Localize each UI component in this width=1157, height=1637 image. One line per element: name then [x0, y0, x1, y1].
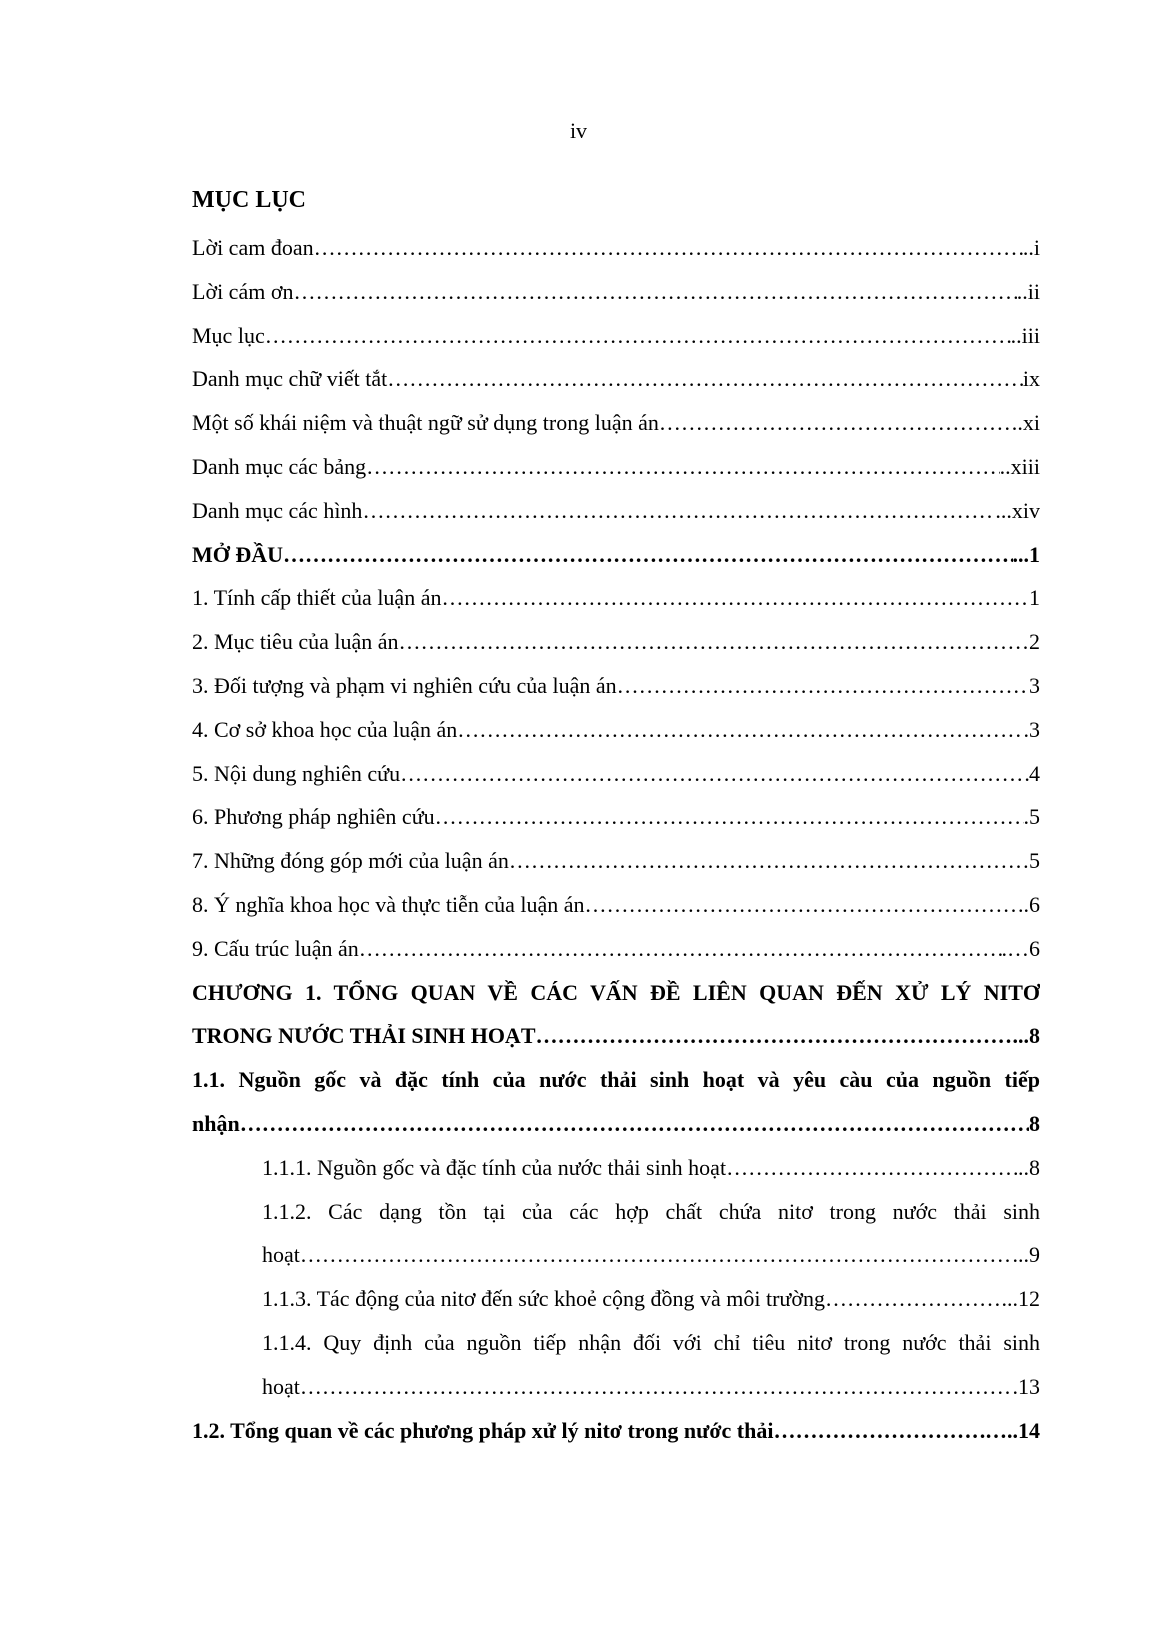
- toc-entry-page: …..14: [985, 1417, 1040, 1443]
- toc-entry-label: 1.1.3. Tác động của nitơ đến sức khoẻ cộng đồng và môi trường: [262, 1286, 825, 1312]
- dot-leader: [536, 1014, 1013, 1058]
- dot-leader: [300, 1233, 1013, 1277]
- toc-entry-page: ..6: [1018, 891, 1040, 917]
- toc-entry-page: ..iii: [1010, 322, 1040, 348]
- toc-entry-label: 3. Đối tượng và phạm vi nghiên cứu của luận án: [192, 672, 617, 698]
- toc-entry-label: 9. Cấu trúc luận án: [192, 935, 359, 961]
- toc-entry-chapter-1-line-1: [192, 971, 1040, 1015]
- toc-entry-label: Danh mục các hình: [192, 497, 363, 523]
- toc-entry-page: 5: [1029, 848, 1040, 874]
- toc-entry-page: ix: [1022, 366, 1040, 392]
- toc-entry-label: Một số khái niệm và thuật ngữ sử dụng trong luận án: [192, 410, 659, 436]
- toc-entry-chapter-1-line-2: [192, 1014, 1040, 1058]
- toc-entry-label: 1.1.1. Nguồn gốc và đặc tính của nước thải sinh hoạt: [262, 1154, 727, 1180]
- toc-entry-1-1-line-1: [192, 1058, 1040, 1102]
- toc-entry-label: Lời cam đoan: [192, 235, 314, 260]
- toc-entry-page: .xi: [1017, 410, 1040, 436]
- toc-entry-8: [192, 883, 1040, 927]
- dot-leader: [283, 533, 1012, 577]
- dot-leader: [773, 1409, 985, 1453]
- toc-entry-page: 8: [1029, 1110, 1040, 1136]
- toc-entry-label: 5. Nội dung nghiên cứu: [192, 760, 401, 786]
- toc-entry-page: ..ii: [1016, 278, 1040, 304]
- toc-entry-label: 1.1.4. Quy định của nguồn tiếp nhận đối với chỉ tiêu nitơ trong nước thải sinh: [262, 1329, 1040, 1355]
- toc-entry-label: 1. Tính cấp thiết của luận án: [192, 585, 442, 611]
- dot-leader: [509, 839, 1029, 883]
- dot-leader: [659, 401, 1018, 445]
- toc-entry-page: ..8: [1018, 1154, 1040, 1180]
- toc-entry-introduction: [192, 533, 1040, 577]
- toc-entry-3: [192, 664, 1040, 708]
- toc-entry-2: [192, 620, 1040, 664]
- toc-entry-page: 2: [1029, 629, 1040, 655]
- toc-title: MỤC LỤC: [192, 187, 306, 213]
- toc-entry-1-1-4-line-1: [192, 1321, 1040, 1365]
- toc-entry-label: Mục lục: [192, 322, 265, 348]
- toc-entry-label: 6. Phương pháp nghiên cứu: [192, 804, 435, 830]
- toc-entry-page: 1: [1029, 585, 1040, 611]
- toc-entry-1: [192, 576, 1040, 620]
- dot-leader: [314, 226, 1023, 270]
- toc-entry-label: 2. Mục tiêu của luận án: [192, 629, 399, 655]
- toc-entry-page: .13: [1012, 1373, 1040, 1399]
- toc-entry-page: ...8: [1012, 1023, 1040, 1049]
- toc-entry-label: hoạt: [262, 1373, 300, 1399]
- toc-entry-label: 1.1. Nguồn gốc và đặc tính của nước thải sinh hoạt và yêu càu của nguồn tiếp: [192, 1067, 1040, 1093]
- toc-entry-page: .3: [1023, 716, 1040, 742]
- toc-entry-label: 8. Ý nghĩa khoa học và thực tiễn của luận án: [192, 891, 585, 917]
- toc-entry-1-1-4-line-2: [192, 1365, 1040, 1409]
- dot-leader: [387, 357, 1023, 401]
- dot-leader: [399, 620, 1030, 664]
- dot-leader: [366, 445, 1000, 489]
- toc-entry-1-1-1: [192, 1146, 1040, 1190]
- dot-leader: [441, 576, 1029, 620]
- toc-entry-page: ...12: [1001, 1286, 1040, 1312]
- toc-entry-5: [192, 752, 1040, 796]
- toc-entry-page: .…6: [1001, 935, 1040, 961]
- dot-leader: [293, 270, 1016, 314]
- toc-entry-label: 4. Cơ sở khoa học của luận án: [192, 716, 458, 742]
- dot-leader: [400, 752, 1029, 796]
- dot-leader: [300, 1365, 1013, 1409]
- dot-leader: [240, 1102, 1029, 1146]
- toc-entry-label: CHƯƠNG 1. TỔNG QUAN VỀ CÁC VẤN ĐỀ LIÊN QUAN ĐẾN XỬ LÝ NITƠ: [192, 979, 1040, 1005]
- toc-entry-abbreviations: [192, 357, 1040, 401]
- toc-entry-label: Lời cám ơn: [192, 278, 294, 304]
- toc-entry-page: ..i: [1022, 235, 1040, 260]
- dot-leader: [265, 314, 1011, 358]
- dot-leader: [617, 664, 1029, 708]
- toc-list: [192, 226, 1040, 1452]
- toc-entry-page: 3: [1029, 672, 1040, 698]
- toc-entry-4: [192, 708, 1040, 752]
- toc-entry-loi-cam-on: [192, 270, 1040, 314]
- toc-entry-page: ...9: [1012, 1242, 1040, 1268]
- toc-entry-1-1-line-2: [192, 1102, 1040, 1146]
- toc-entry-page: ...1: [1012, 541, 1040, 567]
- toc-entry-page: .5: [1023, 804, 1040, 830]
- toc-entry-9: [192, 927, 1040, 971]
- dot-leader: [585, 883, 1018, 927]
- toc-entry-6: [192, 795, 1040, 839]
- toc-entry-label: hoạt: [262, 1242, 300, 1268]
- dot-leader: [362, 489, 995, 533]
- toc-entry-page: ..xiii: [999, 453, 1040, 479]
- toc-entry-label: 1.2. Tổng quan về các phương pháp xử lý nitơ trong nước thải: [192, 1417, 774, 1443]
- page-number: iv: [569, 118, 588, 143]
- toc-entry-label: 1.1.2. Các dạng tồn tại của các hợp chất chứa nitơ trong nước thải sinh: [262, 1198, 1040, 1224]
- toc-entry-page: 4: [1029, 760, 1040, 786]
- toc-entry-list-of-tables: [192, 445, 1040, 489]
- toc-entry-terminology: [192, 401, 1040, 445]
- toc-entry-muc-luc: [192, 314, 1040, 358]
- toc-entry-label: TRONG NƯỚC THẢI SINH HOẠT: [192, 1023, 536, 1049]
- toc-entry-list-of-figures: [192, 489, 1040, 533]
- toc-entry-1-1-3: [192, 1277, 1040, 1321]
- toc-entry-loi-cam-doan: [192, 226, 1040, 270]
- toc-entry-page: ...xiv: [995, 497, 1040, 523]
- dot-leader: [435, 795, 1024, 839]
- toc-entry-label: Danh mục các bảng: [192, 453, 367, 479]
- toc-entry-label: Danh mục chữ viết tắt: [192, 366, 388, 392]
- dot-leader: [359, 927, 1002, 971]
- toc-entry-label: 7. Những đóng góp mới của luận án: [192, 848, 509, 874]
- table-of-contents: [192, 182, 1040, 1452]
- dot-leader: [726, 1146, 1018, 1190]
- toc-entry-1-2: [192, 1409, 1040, 1453]
- toc-entry-1-1-2-line-1: [192, 1190, 1040, 1234]
- dot-leader: [457, 708, 1023, 752]
- toc-entry-1-1-2-line-2: [192, 1233, 1040, 1277]
- toc-entry-7: [192, 839, 1040, 883]
- toc-entry-label: nhận: [192, 1110, 240, 1136]
- dot-leader: [825, 1277, 1002, 1321]
- toc-entry-label: MỞ ĐẦU: [192, 541, 284, 567]
